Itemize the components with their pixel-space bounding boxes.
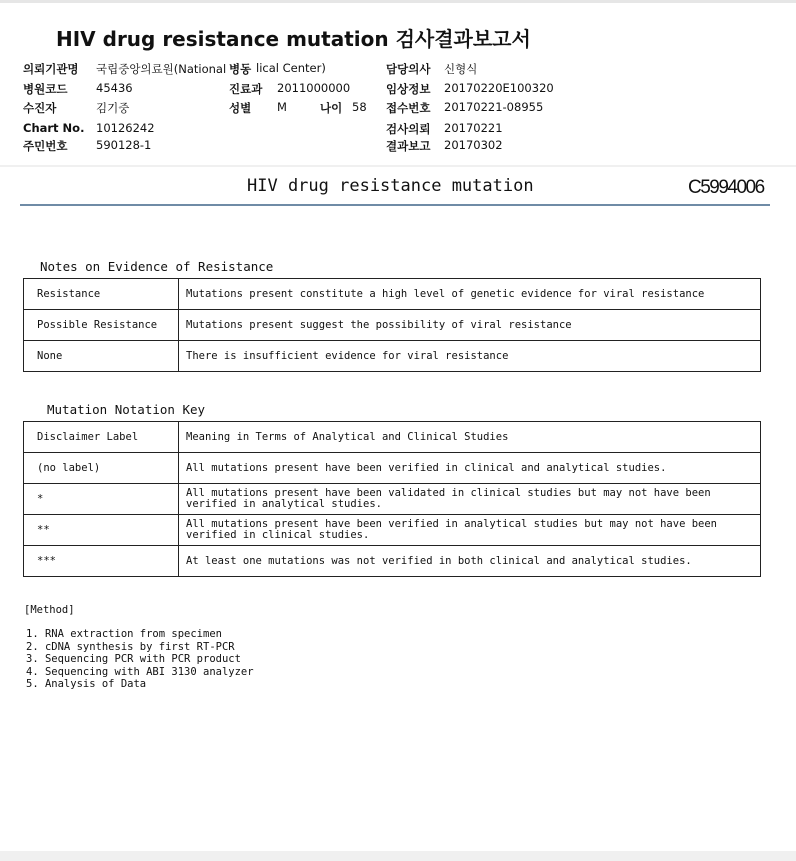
table-row	[24, 341, 761, 372]
key-section-title: Mutation Notation Key	[47, 402, 206, 417]
ward-value: lical Center)	[256, 61, 326, 75]
patient-label: 수진자	[23, 101, 57, 115]
department-value: 2011000000	[277, 81, 351, 95]
method-list	[26, 628, 254, 691]
report-main-title: HIV drug resistance mutation 검사결과보고서	[56, 27, 531, 51]
doctor-label: 담당의사	[386, 62, 431, 76]
report-date-label: 결과보고	[386, 139, 431, 153]
report-code: C5994006	[688, 177, 764, 198]
method-step: 2. cDNA synthesis by first RT-PCR	[26, 640, 235, 653]
notes-desc-cell: There is insufficient evidence for viral resistance	[179, 341, 761, 372]
method-step: 3. Sequencing PCR with PCR product	[26, 653, 241, 665]
method-step: 1. RNA extraction from specimen	[26, 628, 222, 640]
patient-value: 김기중	[96, 101, 130, 115]
sex-label: 성별	[229, 101, 252, 115]
clinical-info-label: 임상정보	[386, 82, 431, 96]
table-row	[24, 422, 761, 453]
table-row	[24, 453, 761, 484]
table-row	[24, 546, 761, 577]
key-label-cell: *	[24, 484, 179, 515]
key-desc-cell: All mutations present have been validated in clinical studies but may not have been verified in analytical studies.	[179, 484, 761, 515]
key-label-cell: ***	[24, 546, 179, 577]
ward-label: 병동	[229, 62, 252, 76]
institution-label: 의뢰기관명	[23, 62, 79, 76]
key-label-cell: Disclaimer Label	[24, 422, 179, 453]
key-table	[23, 421, 761, 577]
key-label-cell: (no label)	[24, 453, 179, 484]
receipt-no-label: 접수번호	[386, 101, 431, 115]
method-step: 5. Analysis of Data	[26, 678, 147, 690]
clinical-info-value: 20170220E100320	[444, 81, 554, 95]
title-rule	[20, 204, 770, 206]
age-label: 나이	[320, 101, 343, 115]
chart-no-label: Chart No.	[23, 121, 85, 135]
key-desc-cell: All mutations present have been verified in clinical and analytical studies.	[179, 453, 761, 484]
table-row	[24, 484, 761, 515]
table-row	[24, 515, 761, 546]
key-desc-cell: At least one mutations was not verified in both clinical and analytical studies.	[179, 546, 761, 577]
request-date-value: 20170221	[444, 121, 503, 135]
notes-label-cell: Resistance	[24, 279, 179, 310]
key-desc-cell: All mutations present have been verified in analytical studies but may not have been verified in clinical studies.	[179, 515, 761, 546]
request-date-label: 검사의뢰	[386, 122, 431, 136]
table-row	[24, 310, 761, 341]
key-desc-cell: Meaning in Terms of Analytical and Clinical Studies	[179, 422, 761, 453]
notes-desc-cell: Mutations present suggest the possibility of viral resistance	[179, 310, 761, 341]
report-title: HIV drug resistance mutation	[247, 176, 534, 196]
hospital-code-label: 병원코드	[23, 82, 68, 96]
department-label: 진료과	[229, 82, 263, 96]
hospital-code-value: 45436	[96, 81, 133, 95]
notes-label-cell: None	[24, 341, 179, 372]
notes-label-cell: Possible Resistance	[24, 310, 179, 341]
resident-no-label: 주민번호	[23, 139, 68, 153]
resident-no-value: 590128-1	[96, 138, 152, 152]
table-row	[24, 279, 761, 310]
key-label-cell: **	[24, 515, 179, 546]
report-date-value: 20170302	[444, 138, 503, 152]
chart-no-value: 10126242	[96, 121, 155, 135]
sex-value: M	[277, 100, 287, 114]
report-header	[0, 0, 796, 165]
receipt-no-value: 20170221-08955	[444, 100, 544, 114]
report-body	[0, 167, 796, 851]
notes-desc-cell: Mutations present constitute a high level of genetic evidence for viral resistance	[179, 279, 761, 310]
notes-section-title: Notes on Evidence of Resistance	[40, 259, 274, 274]
institution-value: 국립중앙의료원(National	[96, 62, 227, 76]
notes-table	[23, 278, 761, 372]
method-step: 4. Sequencing with ABI 3130 analyzer	[26, 665, 254, 678]
method-title: [Method]	[24, 604, 75, 616]
age-value: 58	[352, 100, 367, 114]
doctor-value: 신형식	[444, 62, 478, 76]
